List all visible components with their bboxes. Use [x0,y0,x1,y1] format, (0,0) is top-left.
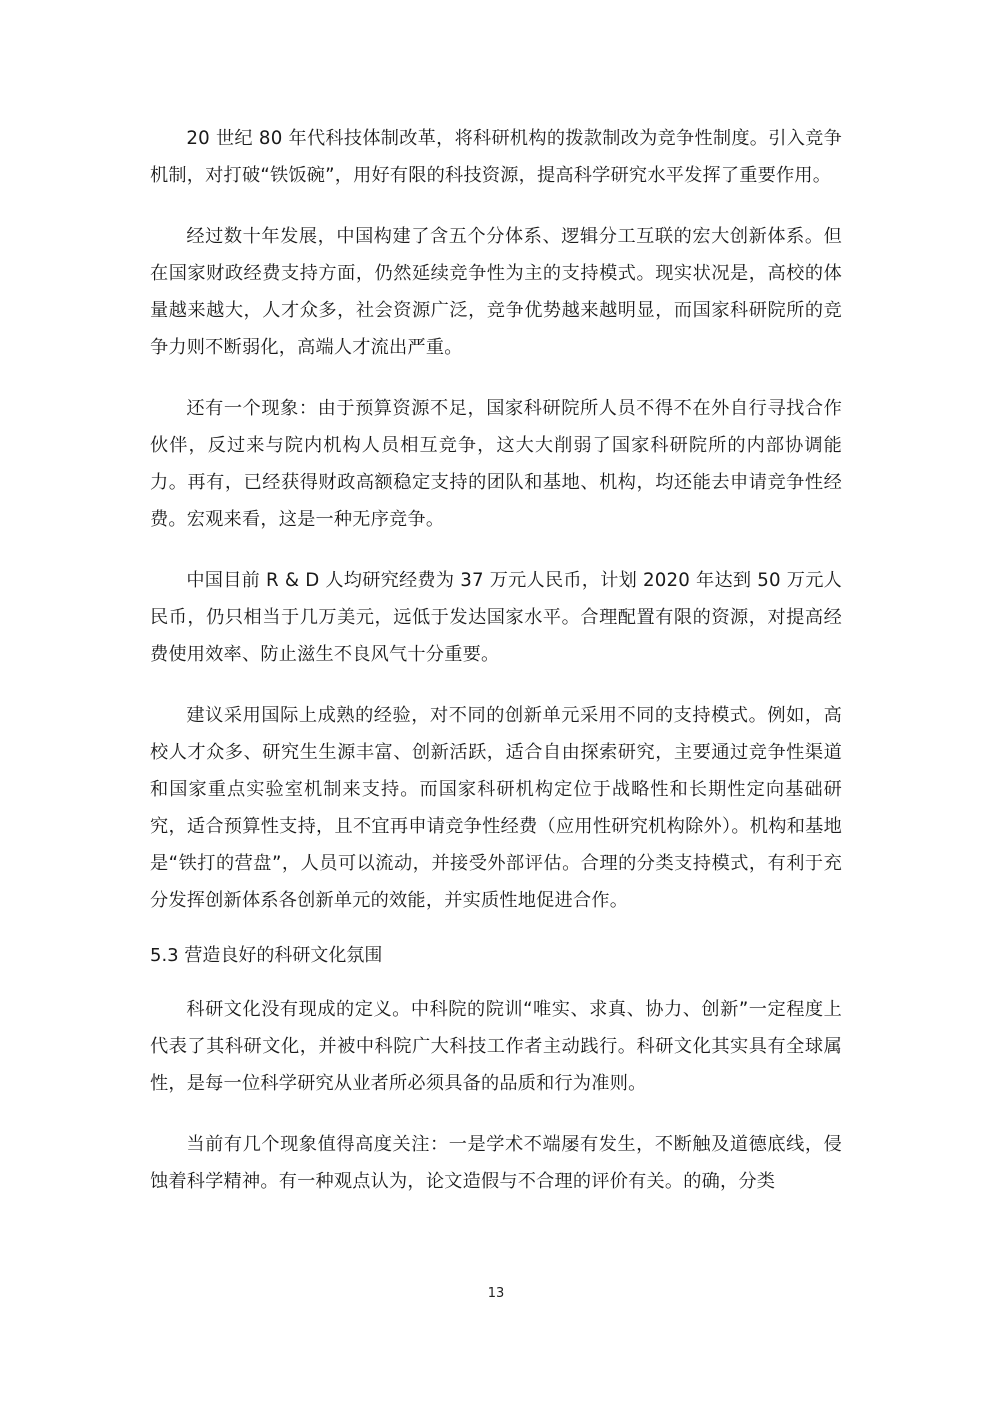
paragraph-innovation-system: 经过数十年发展，中国构建了含五个分体系、逻辑分工互联的宏大创新体系。但在国家财政经费支持方面，仍然延续竞争性为主的支持模式。现实状况是，高校的体量越来越大，人才众多，社会资源广泛，竞争优势越来越明显，而国家科研院所的竞争力则不断弱化，高端人才流出严重。 [150,226,842,358]
page-number: 13 [487,1286,505,1301]
paragraph-research-culture: 科研文化没有现成的定义。中科院的院训“唯实、求真、协力、创新”一定程度上代表了其科研文化，并被中科院广大科技工作者主动践行。科研文化其实具有全球属性，是每一位科学研究从业者所必须具备的品质和行为准则。 [150,999,842,1094]
paragraph-current-phenomena: 当前有几个现象值得高度关注：一是学术不端屡有发生，不断触及道德底线，侵蚀着科学精神。有一种观点认为，论文造假与不合理的评价有关。的确，分类 [150,1134,842,1192]
page-body [150,120,842,1224]
paragraph-rd-funding: 中国目前 R & D 人均研究经费为 37 万元人民币，计划 2020 年达到 50 万元人民币，仍只相当于几万美元，远低于发达国家水平。合理配置有限的资源，对提高经费使用效率、防止滋生不良风气十分重要。 [150,570,842,665]
paragraph-disordered-competition: 还有一个现象：由于预算资源不足，国家科研院所人员不得不在外自行寻找合作伙伴，反过来与院内机构人员相互竞争，这大大削弱了国家科研院所的内部协调能力。再有，已经获得财政高额稳定支持的团队和基地、机构，均还能去申请竞争性经费。宏观来看，这是一种无序竞争。 [150,398,842,530]
paragraph-reform-history: 20 世纪 80 年代科技体制改革，将科研机构的拨款制改为竞争性制度。引入竞争机制，对打破“铁饭碗”，用好有限的科技资源，提高科学研究水平发挥了重要作用。 [150,128,842,186]
section-heading: 5.3 营造良好的科研文化氛围 [150,945,383,966]
paragraph-support-model-proposal: 建议采用国际上成熟的经验，对不同的创新单元采用不同的支持模式。例如，高校人才众多、研究生生源丰富、创新活跃，适合自由探索研究，主要通过竞争性渠道和国家重点实验室机制来支持。而国家科研机构定位于战略性和长期性定向基础研究，适合预算性支持，且不宜再申请竞争性经费（应用性研究机构除外）。机构和基地是“铁打的营盘”，人员可以流动，并接受外部评估。合理的分类支持模式，有利于充分发挥创新体系各创新单元的效能，并实质性地促进合作。 [150,705,842,911]
